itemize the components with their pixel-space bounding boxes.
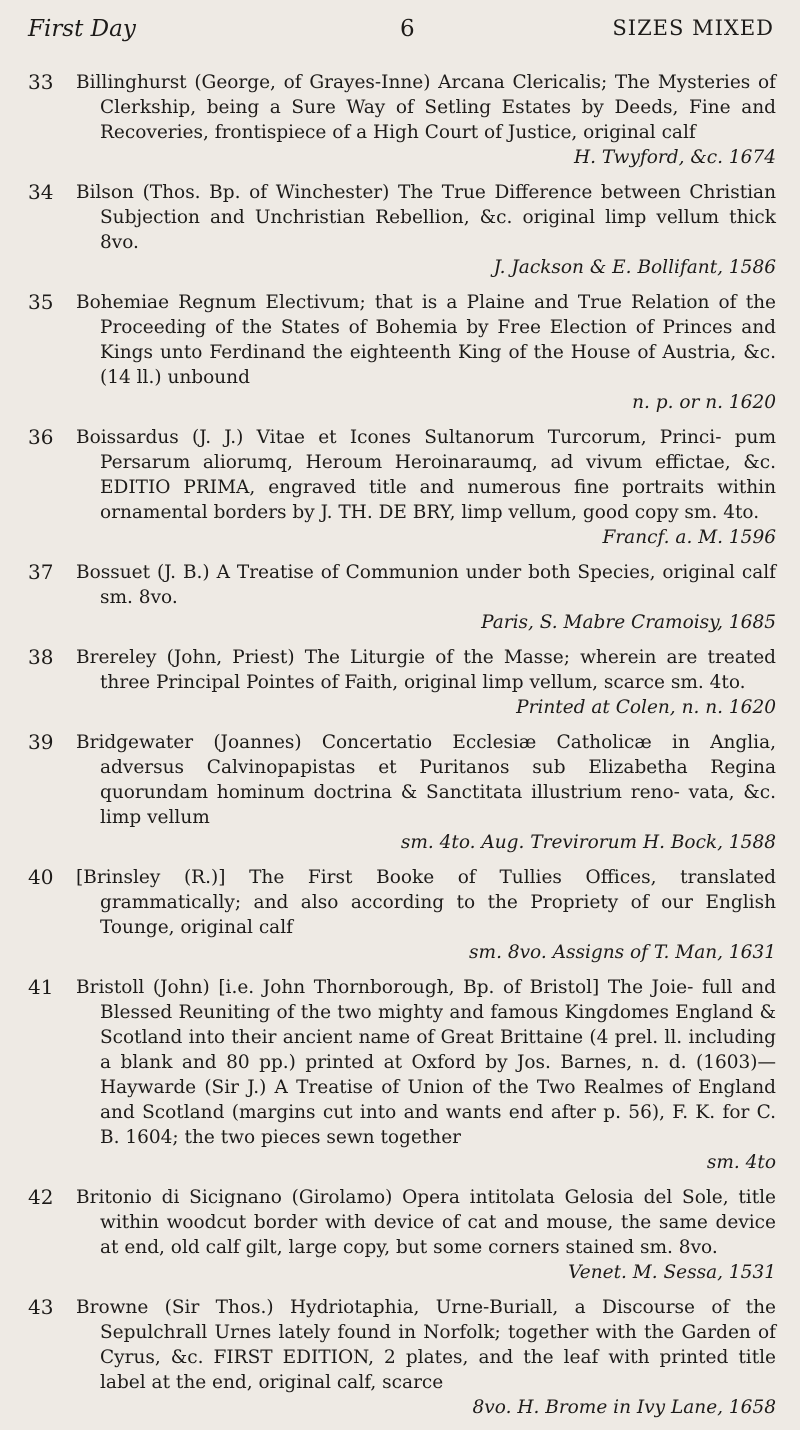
lot-number: 36 [28,425,54,449]
entry-imprint: J. Jackson & E. Bollifant, 1586 [493,257,776,278]
entry-text: Bridgewater (Joannes) Concertatio Ecclesiæ Catholicæ in Anglia, adversus Calvinopapistas et Puritanos sub Elizabetha Regina quorundam hominum doctrina & Sanctitata illustrium reno- vata, &c. limp vellum [76,732,776,828]
catalogue-entry [28,70,776,170]
header-day: First Day [28,16,136,42]
catalogue-entry [28,1295,776,1420]
entry-imprint: Printed at Colen, n. n. 1620 [516,697,776,718]
entry-text: Bohemiae Regnum Electivum; that is a Plaine and True Relation of the Proceeding of the States of Bohemia by Free Election of Princes and Kings unto Ferdinand the eighteenth King of the House of Austria, &c. (14 ll.) unbound [76,292,776,388]
entry-text: Brereley (John, Priest) The Liturgie of the Masse; wherein are treated three Principal Pointes of Faith, original limp vellum, scarce sm. 4to. [76,647,776,693]
lot-number: 34 [28,180,54,204]
header-section: SIZES MIXED [612,16,774,40]
lot-number: 33 [28,70,54,94]
entry-text: Bristoll (John) [i.e. John Thornborough, Bp. of Bristol] The Joie- full and Blessed Reuniting of the two mighty and famous Kingdomes England & Scotland into their ancient name of Great Brittaine (4 prel. ll. including a blank and 80 pp.) printed at Oxford by Jos. Barnes, n. d. (1603)—Haywarde (Sir J.) A Treatise of Union of the Two Realmes of England and Scotland (margins cut into and wants end after p. 56), F. K. for C. B. 1604; the two pieces sewn together [76,977,776,1148]
catalogue-entry [28,560,776,635]
entry-text: Bilson (Thos. Bp. of Winchester) The True Difference between Christian Subjection and Unchristian Rebellion, &c. original limp vellum thick 8vo. [76,182,776,253]
entry-imprint: Paris, S. Mabre Cramoisy, 1685 [481,612,776,633]
catalogue-entry [28,975,776,1175]
lot-number: 43 [28,1295,54,1319]
entry-text: Boissardus (J. J.) Vitae et Icones Sultanorum Turcorum, Princi- pum Persarum aliorumq, Heroum Heroinaraumq, ad vivum effictae, &c. EDITIO PRIMA, engraved title and numerous fine portraits within ornamental borders by J. TH. DE BRY, limp vellum, good copy sm. 4to. [76,427,776,523]
entry-imprint: sm. 4to [706,1152,776,1173]
entry-text: Britonio di Sicignano (Girolamo) Opera intitolata Gelosia del Sole, title within woodcut border with device of cat and mouse, the same device at end, old calf gilt, large copy, but some corners stained sm. 8vo. [76,1187,776,1258]
entry-imprint: sm. 8vo. Assigns of T. Man, 1631 [469,942,776,963]
entry-imprint: sm. 4to. Aug. Trevirorum H. Bock, 1588 [400,832,776,853]
page-number: 6 [400,16,415,42]
entry-imprint: Francf. a. M. 1596 [602,527,776,548]
lot-number: 40 [28,865,54,889]
catalogue-entry [28,180,776,280]
lot-number: 35 [28,290,54,314]
catalogue-entry [28,730,776,855]
lot-number: 38 [28,645,54,669]
catalogue-entry [28,645,776,720]
catalogue-entry [28,425,776,550]
entry-text: Bossuet (J. B.) A Treatise of Communion under both Species, original calf sm. 8vo. [76,562,776,608]
catalogue-entry [28,865,776,965]
lot-number: 39 [28,730,54,754]
entry-list [28,70,776,1430]
catalogue-entry [28,290,776,415]
lot-number: 37 [28,560,54,584]
entry-imprint: 8vo. H. Brome in Ivy Lane, 1658 [472,1397,776,1418]
entry-text: Browne (Sir Thos.) Hydriotaphia, Urne-Buriall, a Discourse of the Sepulchrall Urnes lately found in Norfolk; together with the Garden of Cyrus, &c. FIRST EDITION, 2 plates, and the leaf with printed title label at the end, original calf, scarce [76,1297,776,1393]
entry-imprint: H. Twyford, &c. 1674 [574,147,776,168]
entry-imprint: Venet. M. Sessa, 1531 [568,1262,776,1283]
lot-number: 42 [28,1185,54,1209]
lot-number: 41 [28,975,54,999]
entry-imprint: n. p. or n. 1620 [632,392,776,413]
page-header [28,16,774,50]
catalogue-entry [28,1185,776,1285]
entry-text: Billinghurst (George, of Grayes-Inne) Arcana Clericalis; The Mysteries of Clerkship, being a Sure Way of Setling Estates by Deeds, Fine and Recoveries, frontispiece of a High Court of Justice, original calf [76,72,776,143]
entry-text: [Brinsley (R.)] The First Booke of Tullies Offices, translated grammatically; and also according to the Propriety of our English Tounge, original calf [76,867,776,938]
